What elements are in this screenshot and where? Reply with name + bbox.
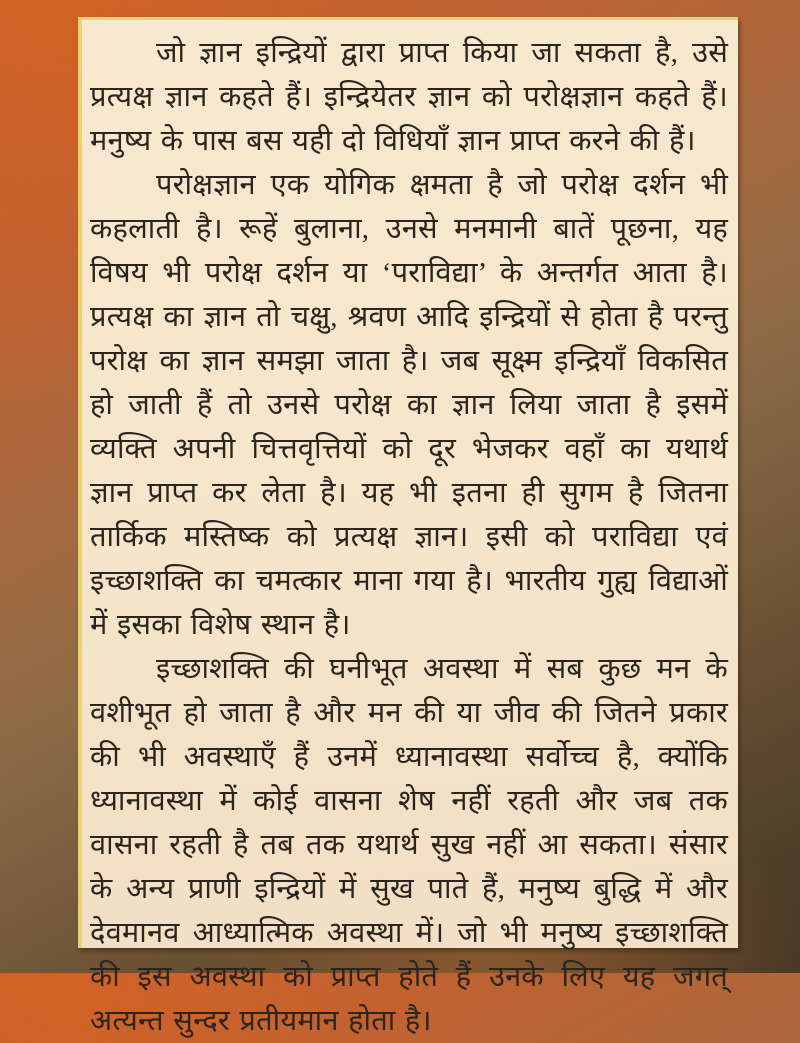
book-page-panel (78, 17, 738, 1037)
paragraph-1: जो ज्ञान इन्द्रियों द्वारा प्राप्त किया जा सकता है, उसे प्रत्यक्ष ज्ञान कहते हैं। इन्द्रियेतर ज्ञान को परोक्षज्ञान कहते हैं। मनुष्य के पास बस यही दो विधियाँ ज्ञान प्राप्त करने की हैं। (90, 37, 728, 157)
paragraph-2: परोक्षज्ञान एक योगिक क्षमता है जो परोक्ष दर्शन भी कहलाती है। रूहें बुलाना, उनसे मनमानी बातें पूछना, यह विषय भी परोक्ष दर्शन या ‘पराविद्या’ के अन्तर्गत आता है। प्रत्यक्ष का ज्ञान तो चक्षु, श्रवण आदि इन्द्रियों से होता है परन्तु परोक्ष का ज्ञान समझा जाता है। जब सूक्ष्म इन्द्रियाँ विकसित हो जाती हैं तो उनसे परोक्ष का ज्ञान लिया जाता है इसमें व्यक्ति अपनी चित्तवृत्तियों को दूर भेजकर वहाँ का यथार्थ ज्ञान प्राप्त कर लेता है। यह भी इतना ही सुगम है जितना तार्किक मस्तिष्क को प्रत्यक्ष ज्ञान। इसी को पराविद्या एवं इच्छाशक्ति का चमत्कार माना गया है। भारतीय गुह्य विद्याओं में इसका विशेष स्थान है। (90, 169, 728, 641)
paragraph-3: इच्छाशक्ति की घनीभूत अवस्था में सब कुछ मन के वशीभूत हो जाता है और मन की या जीव की जितने प्रकार की भी अवस्थाएँ हैं उनमें ध्यानावस्था सर्वोच्च है, क्योंकि ध्यानावस्था में कोई वासना शेष नहीं रहती और जब तक वासना रहती है तब तक यथार्थ सुख नहीं आ सकता। संसार के अन्य प्राणी इन्द्रियों में सुख पाते हैं, मनुष्य बुद्धि में और देवमानव आध्यात्मिक अवस्था में। जो भी मनुष्य इच्छाशक्ति की इस अवस्था को प्राप्त होते हैं उनके लिए यह जगत् अत्यन्त सुन्दर प्रतीयमान होता है। (90, 653, 728, 1037)
